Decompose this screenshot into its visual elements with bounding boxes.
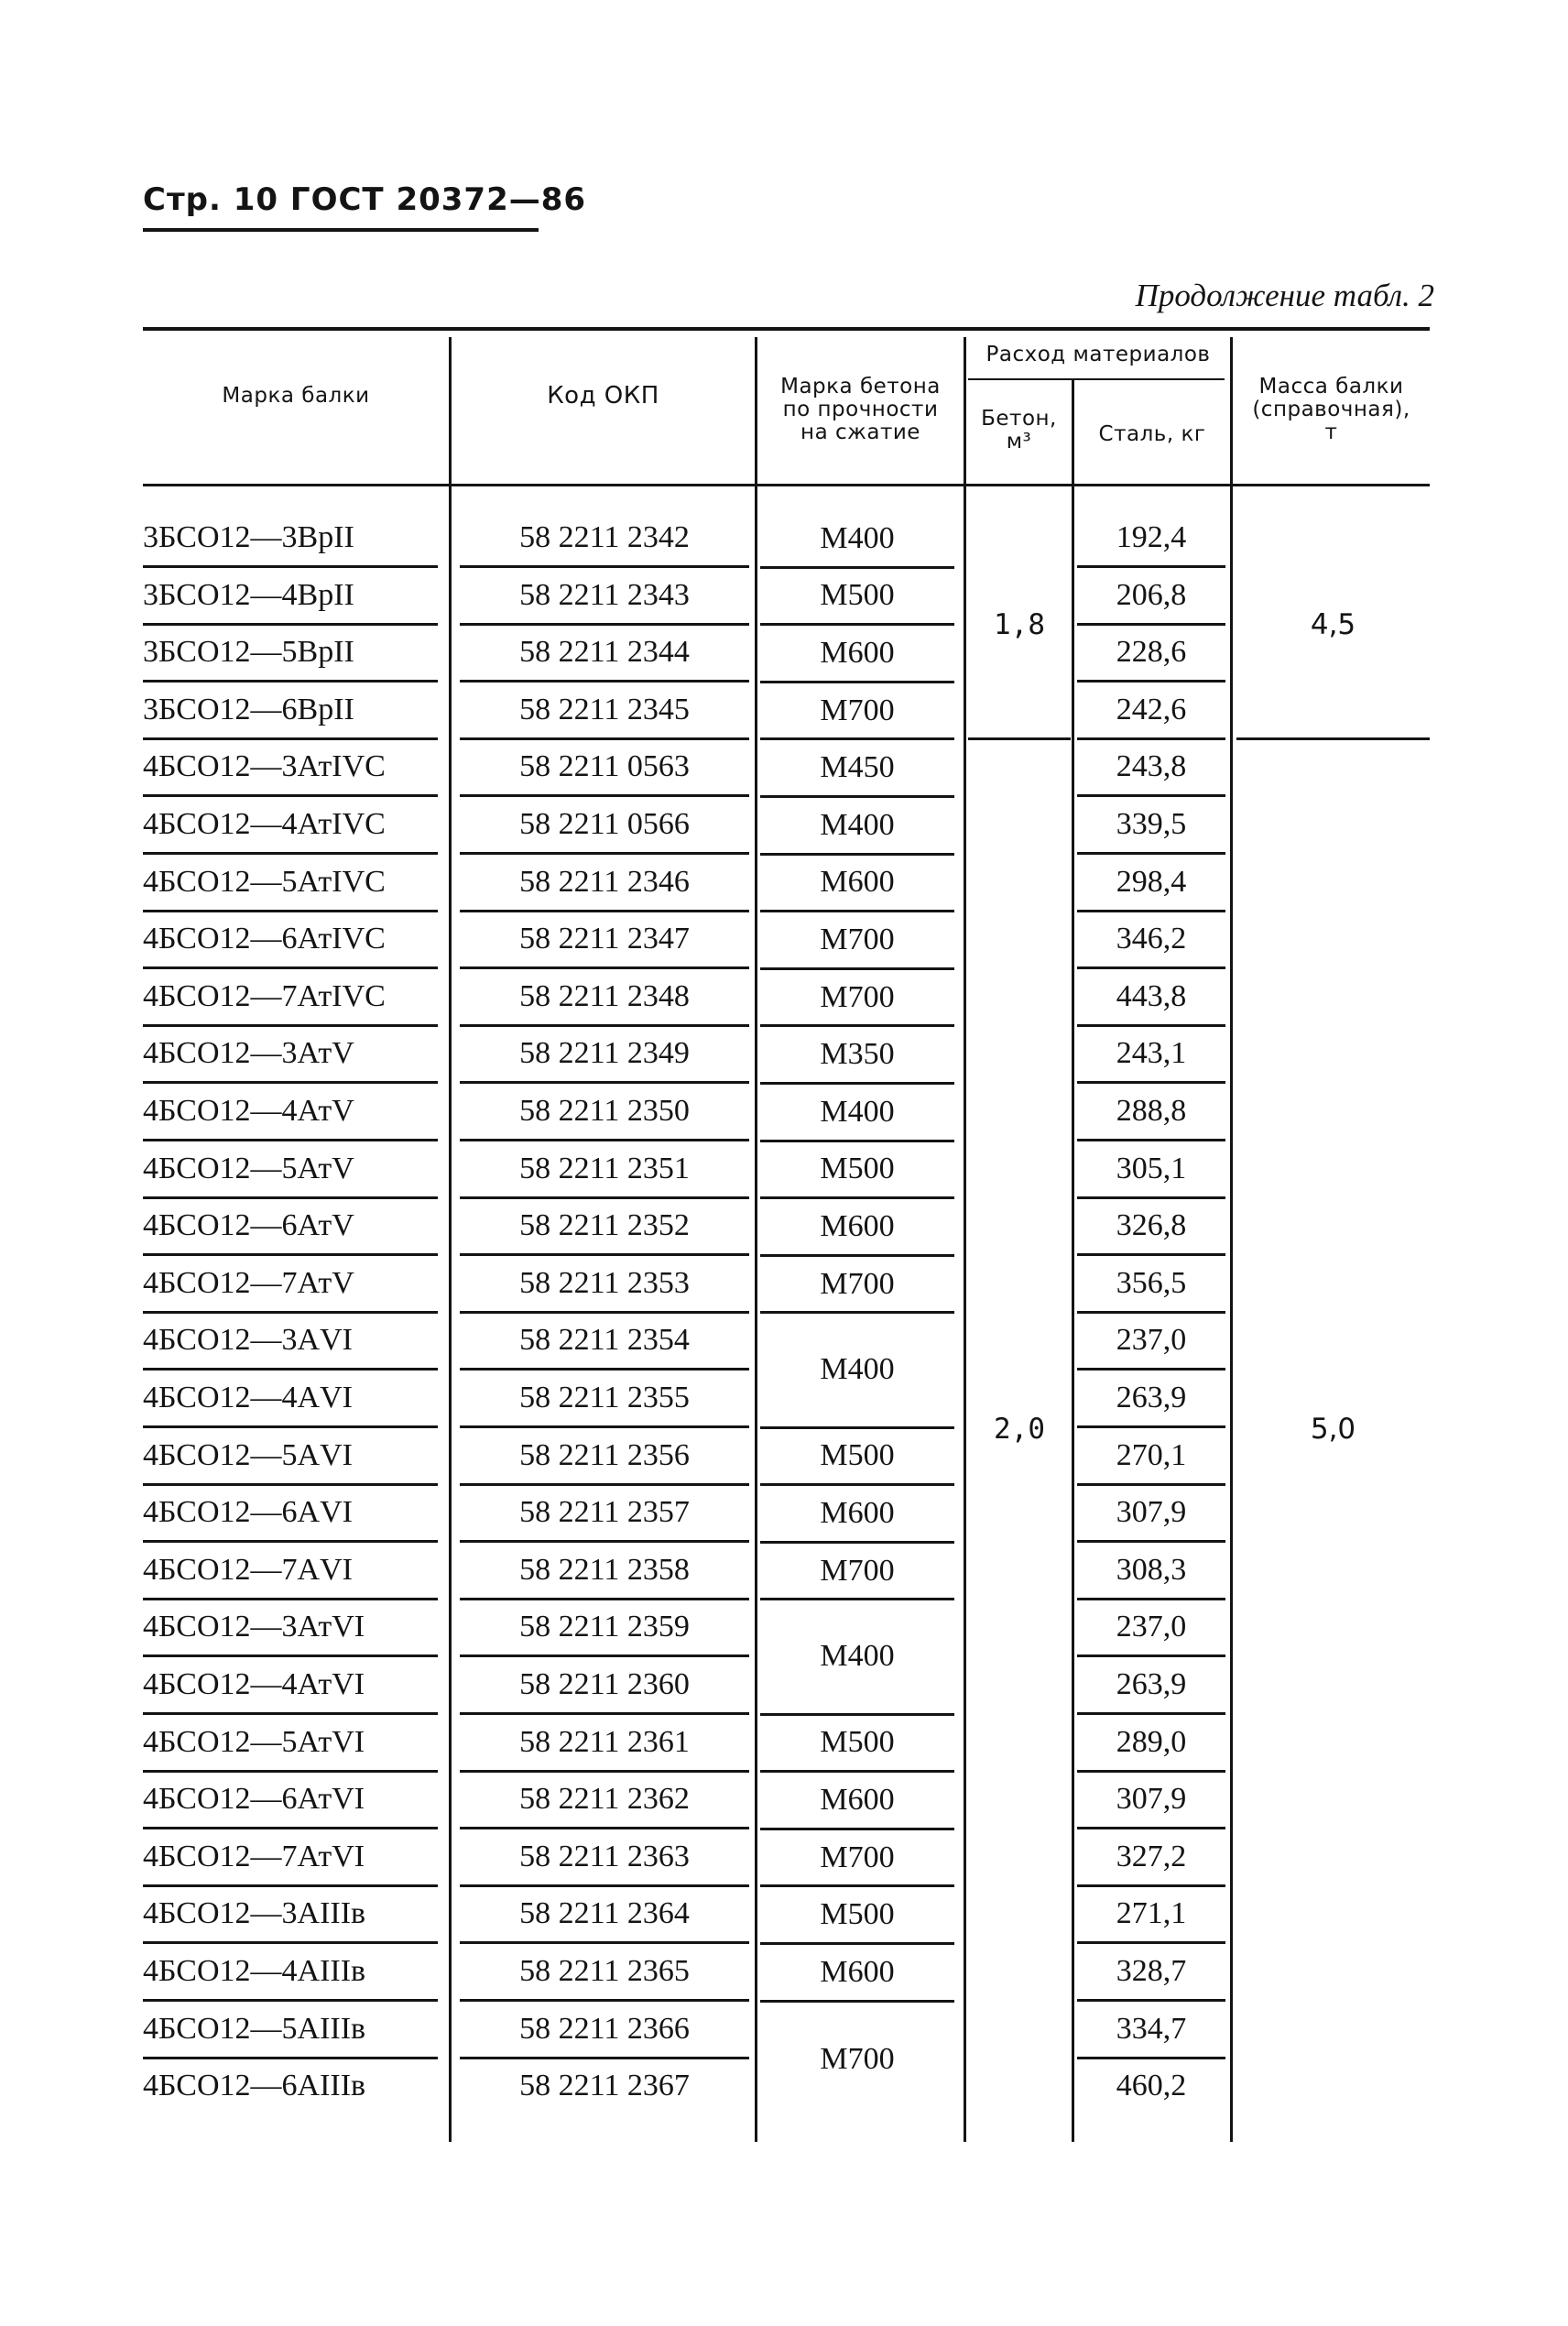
okp-code-cell: 58 2211 2347: [460, 912, 749, 969]
okp-code-cell: 58 2211 2348: [460, 970, 749, 1027]
beam-mark-cell: 4БСО12—5АтIVC: [143, 856, 438, 912]
beam-mark-cell: 3БСО12—4ВрII: [143, 569, 438, 626]
beam-mark-cell: 4БСО12—7АтVI: [143, 1830, 438, 1887]
beam-mass-cell: 5,0: [1310, 1412, 1356, 1446]
beam-mark-cell: 4БСО12—6АтIVC: [143, 912, 438, 969]
concrete-grade-cell: М500: [760, 1142, 954, 1200]
okp-code-cell: 58 2211 2351: [460, 1142, 749, 1199]
concrete-grade-cell: М400: [760, 1600, 954, 1715]
concrete-grade-cell: М400: [760, 1314, 954, 1428]
steel-consumption-cell: 307,9: [1077, 1486, 1225, 1543]
steel-consumption-cell: 263,9: [1077, 1658, 1225, 1715]
concrete-grade-cell: М400: [760, 1085, 954, 1142]
header-concrete: Бетон, м³: [981, 407, 1057, 453]
steel-consumption-cell: 289,0: [1077, 1716, 1225, 1773]
concrete-grade-cell: М500: [760, 1429, 954, 1487]
beam-mark-cell: 4БСО12—3АVI: [143, 1314, 438, 1370]
okp-code-cell: 58 2211 2353: [460, 1257, 749, 1314]
column-divider: [964, 337, 966, 2142]
okp-code-cell: 58 2211 0563: [460, 740, 749, 797]
concrete-grade-cell: М450: [760, 740, 954, 798]
okp-code-cell: 58 2211 2350: [460, 1085, 749, 1141]
beam-mark-cell: 4БСО12—7АтV: [143, 1257, 438, 1314]
beam-mark-cell: 4БСО12—5АтV: [143, 1142, 438, 1199]
beam-mark-cell: 4БСО12—4АтV: [143, 1085, 438, 1141]
column-divider: [755, 337, 757, 2142]
concrete-volume-cell: 2,0: [994, 1412, 1045, 1446]
okp-code-cell: 58 2211 2355: [460, 1371, 749, 1428]
steel-consumption-cell: 242,6: [1077, 683, 1225, 740]
okp-code-cell: 58 2211 2359: [460, 1600, 749, 1657]
concrete-grade-cell: М400: [760, 798, 954, 856]
concrete-grade-cell: М700: [760, 1544, 954, 1601]
okp-code-cell: 58 2211 0566: [460, 798, 749, 855]
table-header-rule: [143, 484, 1430, 486]
beam-mark-cell: 4БСО12—5АVI: [143, 1429, 438, 1486]
okp-code-cell: 58 2211 2365: [460, 1945, 749, 2002]
steel-consumption-cell: 326,8: [1077, 1199, 1225, 1256]
concrete-grade-cell: М700: [760, 1257, 954, 1315]
okp-code-cell: 58 2211 2363: [460, 1830, 749, 1887]
table-top-rule: [143, 327, 1430, 331]
concrete-grade-cell: М500: [760, 569, 954, 627]
okp-code-cell: 58 2211 2358: [460, 1544, 749, 1600]
beam-mark-cell: 3БСО12—5ВрII: [143, 626, 438, 683]
okp-code-cell: 58 2211 2362: [460, 1773, 749, 1829]
concrete-grade-cell: М600: [760, 1773, 954, 1830]
beam-mark-cell: 4БСО12—4АтIVC: [143, 798, 438, 855]
steel-consumption-cell: 243,1: [1077, 1027, 1225, 1084]
okp-code-cell: 58 2211 2364: [460, 1887, 749, 1944]
okp-code-cell: 58 2211 2360: [460, 1658, 749, 1715]
steel-consumption-cell: 307,9: [1077, 1773, 1225, 1829]
beam-mark-cell: 3БСО12—6ВрII: [143, 683, 438, 740]
steel-consumption-cell: 308,3: [1077, 1544, 1225, 1600]
concrete-grade-cell: М600: [760, 626, 954, 683]
steel-consumption-cell: 271,1: [1077, 1887, 1225, 1944]
steel-consumption-cell: 288,8: [1077, 1085, 1225, 1141]
header-mass: Масса балки (справочная), т: [1252, 375, 1410, 444]
concrete-grade-cell: М500: [760, 1716, 954, 1774]
beam-mark-cell: 4БСО12—4АVI: [143, 1371, 438, 1428]
okp-code-cell: 58 2211 2344: [460, 626, 749, 683]
concrete-grade-cell: М600: [760, 1945, 954, 2003]
header-mark: Марка балки: [222, 384, 370, 408]
beam-mark-cell: 4БСО12—7АтIVC: [143, 970, 438, 1027]
concrete-grade-cell: М700: [760, 912, 954, 970]
page-header: Стр. 10 ГОСТ 20372—86: [143, 181, 587, 218]
concrete-grade-cell: М700: [760, 970, 954, 1028]
steel-consumption-cell: 305,1: [1077, 1142, 1225, 1199]
beam-mark-cell: 4БСО12—6АIIIв: [143, 2069, 366, 2103]
concrete-volume-cell: 1,8: [968, 511, 1071, 740]
okp-code-cell: 58 2211 2367: [519, 2069, 690, 2103]
steel-consumption-cell: 228,6: [1077, 626, 1225, 683]
concrete-grade-cell: М600: [760, 1199, 954, 1257]
beam-mark-cell: 4БСО12—4АтVI: [143, 1658, 438, 1715]
steel-consumption-cell: 237,0: [1077, 1600, 1225, 1657]
steel-consumption-cell: 327,2: [1077, 1830, 1225, 1887]
steel-consumption-cell: 270,1: [1077, 1429, 1225, 1486]
steel-consumption-cell: 339,5: [1077, 798, 1225, 855]
concrete-grade-cell: М600: [760, 856, 954, 913]
steel-consumption-cell: 237,0: [1077, 1314, 1225, 1370]
beam-mark-cell: 4БСО12—6АтVI: [143, 1773, 438, 1829]
steel-consumption-cell: 356,5: [1077, 1257, 1225, 1314]
beam-mark-cell: 4БСО12—4АIIIв: [143, 1945, 438, 2002]
okp-code-cell: 58 2211 2357: [460, 1486, 749, 1543]
steel-consumption-cell: 346,2: [1077, 912, 1225, 969]
okp-code-cell: 58 2211 2354: [460, 1314, 749, 1370]
column-divider: [449, 337, 452, 2142]
beam-mass-cell: 4,5: [1236, 511, 1430, 740]
steel-consumption-cell: 328,7: [1077, 1945, 1225, 2002]
steel-consumption-cell: 243,8: [1077, 740, 1225, 797]
okp-code-cell: 58 2211 2345: [460, 683, 749, 740]
header-materials: Расход материалов: [985, 343, 1211, 366]
concrete-grade-cell: М600: [760, 1486, 954, 1544]
concrete-grade-cell: М500: [760, 1887, 954, 1945]
beam-mark-cell: 3БСО12—3ВрII: [143, 511, 438, 568]
okp-code-cell: 58 2211 2346: [460, 856, 749, 912]
steel-consumption-cell: 206,8: [1077, 569, 1225, 626]
okp-code-cell: 58 2211 2361: [460, 1716, 749, 1773]
continuation-label: Продолжение табл. 2: [1135, 278, 1434, 313]
concrete-grade-cell: М700: [820, 2042, 895, 2077]
okp-code-cell: 58 2211 2366: [460, 2003, 749, 2059]
header-code: Код ОКП: [547, 382, 659, 410]
steel-consumption-cell: 443,8: [1077, 970, 1225, 1027]
beam-mark-cell: 4БСО12—3АтIVC: [143, 740, 438, 797]
concrete-grade-cell: М400: [760, 511, 954, 569]
column-divider: [1072, 380, 1074, 2142]
beam-mark-cell: 4БСО12—6АVI: [143, 1486, 438, 1543]
header-underline: [143, 228, 539, 232]
beam-mark-cell: 4БСО12—3АтV: [143, 1027, 438, 1084]
beam-mark-cell: 4БСО12—6АтV: [143, 1199, 438, 1256]
steel-consumption-cell: 298,4: [1077, 856, 1225, 912]
header-concrete-grade: Марка бетона по прочности на сжатие: [780, 375, 941, 444]
okp-code-cell: 58 2211 2342: [460, 511, 749, 568]
header-steel: Сталь, кг: [1098, 422, 1206, 446]
beam-mark-cell: 4БСО12—5АIIIв: [143, 2003, 438, 2059]
beam-mark-cell: 4БСО12—3АIIIв: [143, 1887, 438, 1944]
okp-code-cell: 58 2211 2349: [460, 1027, 749, 1084]
steel-consumption-cell: 263,9: [1077, 1371, 1225, 1428]
concrete-grade-cell: М700: [760, 1830, 954, 1888]
okp-code-cell: 58 2211 2343: [460, 569, 749, 626]
okp-code-cell: 58 2211 2356: [460, 1429, 749, 1486]
beam-mark-cell: 4БСО12—5АтVI: [143, 1716, 438, 1773]
materials-subheader-rule: [968, 378, 1225, 380]
concrete-grade-cell: М700: [760, 683, 954, 741]
steel-consumption-cell: 334,7: [1077, 2003, 1225, 2059]
steel-consumption-cell: 460,2: [1116, 2069, 1187, 2103]
okp-code-cell: 58 2211 2352: [460, 1199, 749, 1256]
steel-consumption-cell: 192,4: [1077, 511, 1225, 568]
concrete-grade-cell: М350: [760, 1027, 954, 1085]
beam-mark-cell: 4БСО12—7АVI: [143, 1544, 438, 1600]
beam-mark-cell: 4БСО12—3АтVI: [143, 1600, 438, 1657]
column-divider: [1230, 337, 1233, 2142]
